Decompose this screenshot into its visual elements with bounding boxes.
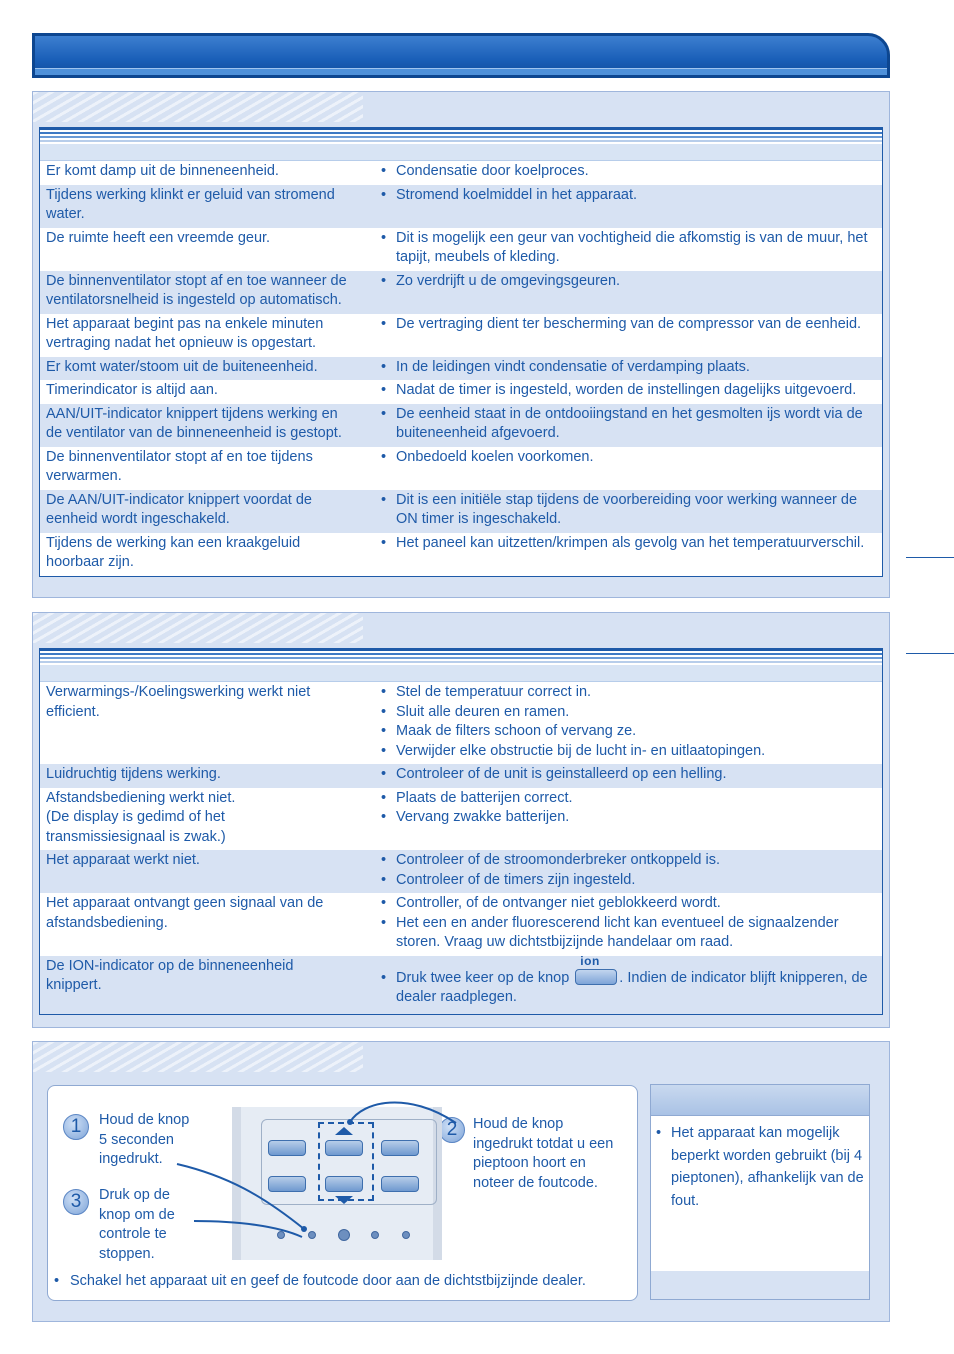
cause-cell	[376, 229, 882, 268]
symptom-cell: Het apparaat werkt niet.	[46, 852, 200, 868]
cause-item	[381, 789, 874, 809]
cause-text: De eenheid staat in de ontdooiingstand en het gesmolten ijs wordt via de buiteneenheid afgevoerd.	[396, 405, 863, 441]
ion-instruction-start: Druk twee keer op de knop	[396, 969, 570, 986]
cause-item	[381, 683, 874, 703]
cause-cell	[376, 683, 882, 761]
step-3-text: Druk op de knop om de controle te stoppen.	[99, 1187, 175, 1262]
panel-header-stripes	[33, 613, 363, 643]
panel-error-code	[32, 1041, 890, 1322]
cause-item	[381, 448, 874, 468]
bullet: •	[381, 809, 387, 825]
bullet: •	[381, 448, 387, 465]
cause-item	[381, 229, 874, 268]
bullet: •	[381, 163, 387, 179]
cause-text: Controller, of de ontvanger niet geblokkeerd wordt.	[396, 895, 721, 911]
symptom-cell: De binnenventilator stopt af en toe wanneer de ventilatorsnelheid is ingesteld op automatisch.	[46, 272, 347, 308]
note-box	[650, 1084, 870, 1300]
symptom-cell: Er komt damp uit de binneneenheid.	[46, 163, 279, 179]
ion-instruction-end: . Indien de indicator blijft knipperen, de dealer raadplegen.	[396, 969, 868, 1005]
bullet: •	[381, 491, 387, 508]
remote-button	[268, 1176, 306, 1192]
panel-header-stripes	[33, 1042, 363, 1072]
table-row	[40, 161, 882, 185]
cause-text: Het een en ander fluorescerend licht kan eventueel de signaalzender storen. Vraag uw dichtstbijzijnde handelaar om raad.	[396, 914, 839, 950]
cause-item	[381, 315, 874, 335]
symptom-cell: Er komt water/stoom uit de buiteneenheid.	[46, 358, 318, 375]
cause-cell	[376, 953, 882, 1008]
bullet: •	[381, 895, 387, 911]
table-row	[40, 404, 882, 447]
cause-text	[396, 953, 874, 1008]
bullet: •	[381, 272, 387, 289]
cause-text: Verwijder elke obstructie bij de lucht in- en uitlaatopingen.	[396, 742, 766, 759]
cause-cell	[376, 315, 882, 354]
table-row	[40, 185, 882, 228]
bullet: •	[381, 534, 387, 551]
bullet: •	[54, 1273, 60, 1289]
cause-text: Stromend koelmiddel in het apparaat.	[396, 186, 638, 203]
remote-control-illustration	[232, 1107, 442, 1260]
cause-text: Sluit alle deuren en ramen.	[396, 703, 570, 720]
table-row	[40, 533, 882, 576]
bullet: •	[381, 723, 387, 739]
arrow-up-icon	[335, 1127, 353, 1135]
bullet: •	[656, 1125, 662, 1141]
symptom-cell: Het apparaat ontvangt geen signaal van de afstandsbediening.	[46, 895, 324, 931]
symptom-cell: De binnenventilator stopt af en toe tijdens verwarmen.	[46, 448, 313, 484]
cause-item	[381, 894, 874, 914]
cause-text: Het paneel kan uitzetten/krimpen als gevolg van het temperatuurverschil.	[396, 534, 865, 551]
table-row	[40, 682, 882, 764]
cause-item	[381, 722, 874, 742]
bullet: •	[381, 229, 387, 246]
bullet: •	[381, 871, 387, 888]
bullet: •	[381, 914, 387, 931]
page-title-bar	[32, 33, 890, 78]
side-divider-bottom	[906, 653, 954, 654]
symptoms-table	[39, 127, 883, 577]
cause-text: Dit is mogelijk een geur van vochtigheid die afkomstig is van de muur, het tapijt, meubels of kleding.	[396, 229, 868, 265]
footer-instruction	[54, 1272, 634, 1292]
side-divider-top	[906, 557, 954, 558]
cause-item	[381, 742, 874, 762]
ion-button-icon	[575, 953, 617, 985]
cause-cell	[376, 851, 882, 890]
step-3-marker: 3	[63, 1189, 89, 1215]
table-row	[40, 380, 882, 404]
cause-cell	[376, 162, 882, 182]
symptom-cell: De ION-indicator op de binneneenheid knippert.	[46, 957, 294, 993]
cause-cell	[376, 358, 882, 378]
symptom-cell: Tijdens de werking kan een kraakgeluid hoorbaar zijn.	[46, 534, 301, 570]
bullet: •	[381, 703, 387, 720]
note-content	[656, 1122, 866, 1212]
table-row	[40, 314, 882, 357]
cause-text: De vertraging dient ter bescherming van de compressor van de eenheid.	[396, 315, 862, 332]
cause-item	[381, 358, 874, 378]
panel-normal-symptoms	[32, 91, 890, 598]
cause-item	[381, 851, 874, 871]
table-header	[40, 128, 882, 161]
step-1-marker: 1	[63, 1114, 89, 1140]
cause-cell	[376, 448, 882, 487]
remote-button	[381, 1176, 419, 1192]
bullet: •	[381, 382, 387, 398]
arrow-down-icon	[335, 1196, 353, 1204]
bullet: •	[381, 852, 387, 868]
cause-text: Controleer of de timers zijn ingesteld.	[396, 871, 636, 888]
symptom-cell: AAN/UIT-indicator knippert tijdens werking en de ventilator van de binneneenheid is gestopt.	[46, 405, 342, 441]
cause-text: Onbedoeld koelen voorkomen.	[396, 448, 594, 465]
cause-text: In de leidingen vindt condensatie of verdamping plaats.	[396, 358, 750, 375]
remote-small-button	[371, 1231, 379, 1239]
remote-button	[268, 1140, 306, 1156]
ion-button-label: ion	[580, 953, 600, 968]
cause-cell	[376, 491, 882, 530]
cause-item	[381, 703, 874, 723]
bullet: •	[381, 405, 387, 422]
bullet: •	[381, 969, 387, 986]
table-row	[40, 953, 882, 1014]
symptom-cell: Verwarmings-/Koelingswerking werkt niet efficient.	[46, 684, 311, 720]
note-header	[651, 1085, 869, 1116]
cause-text: Controleer of de unit is geinstalleerd op een helling.	[396, 766, 727, 782]
bullet: •	[381, 789, 387, 806]
cause-text: Dit is een initiële stap tijdens de voorbereiding voor werking wanneer de ON timer is ingeschakeld.	[396, 491, 858, 527]
cause-cell	[376, 186, 882, 225]
table-row	[40, 271, 882, 314]
table-header	[40, 649, 882, 682]
cause-item	[381, 381, 874, 401]
cause-cell	[376, 381, 882, 401]
bullet: •	[381, 766, 387, 782]
cause-text: Stel de temperatuur correct in.	[396, 684, 592, 700]
symptom-cell: De ruimte heeft een vreemde geur.	[46, 229, 271, 246]
cause-cell	[376, 272, 882, 311]
cause-item	[381, 953, 874, 1008]
cause-cell	[376, 405, 882, 444]
cause-item	[381, 491, 874, 530]
table-row	[40, 893, 882, 956]
panel-header-stripes	[33, 92, 363, 122]
troubleshooting-table	[39, 648, 883, 1015]
symptom-cell: De AAN/UIT-indicator knippert voordat de eenheid wordt ingeschakeld.	[46, 491, 312, 527]
bullet: •	[381, 315, 387, 332]
cause-item	[381, 765, 874, 785]
cause-text: Vervang zwakke batterijen.	[396, 809, 570, 825]
symptom-cell: Tijdens werking klinkt er geluid van stromend water.	[46, 186, 335, 222]
table-row	[40, 447, 882, 490]
step-1-text: Houd de knop 5 seconden ingedrukt.	[99, 1112, 190, 1167]
remote-button	[381, 1140, 419, 1156]
bullet: •	[381, 186, 387, 203]
cause-item	[381, 808, 874, 828]
bullet: •	[381, 684, 387, 700]
remote-small-button	[402, 1231, 410, 1239]
bullet: •	[381, 358, 387, 375]
cause-item	[381, 272, 874, 292]
panel-troubleshooting	[32, 612, 890, 1028]
cause-cell	[376, 765, 882, 785]
symptom-cell: Timerindicator is altijd aan.	[46, 382, 218, 398]
table-row	[40, 490, 882, 533]
note-footer	[651, 1271, 869, 1299]
table-row	[40, 228, 882, 271]
table-row	[40, 850, 882, 893]
error-code-instructions	[47, 1085, 638, 1301]
table-row	[40, 357, 882, 381]
cause-text: Condensatie door koelproces.	[396, 163, 589, 179]
step-2-marker: 2	[439, 1117, 465, 1143]
remote-small-button	[338, 1229, 350, 1241]
cause-item	[381, 534, 874, 554]
cause-text: Maak de filters schoon of vervang ze.	[396, 723, 637, 739]
cause-item	[381, 186, 874, 206]
cause-item	[381, 405, 874, 444]
cause-item	[381, 871, 874, 891]
remote-small-button	[277, 1231, 285, 1239]
step-2-text: Houd de knop ingedrukt totdat u een pieptoon hoort en noteer de foutcode.	[473, 1116, 614, 1191]
cause-text: Nadat de timer is ingesteld, worden de instellingen dagelijks uitgevoerd.	[396, 382, 857, 398]
note-text: Het apparaat kan mogelijk beperkt worden gebruikt (bij 4 pieptonen), afhankelijk van de fout.	[671, 1125, 864, 1209]
bullet: •	[381, 742, 387, 759]
symptom-cell: Afstandsbediening werkt niet. (De display is gedimd of het transmissiesignaal is zwak.)	[46, 789, 236, 845]
footer-text: Schakel het apparaat uit en geef de foutcode door aan de dichtstbijzijnde dealer.	[70, 1273, 586, 1289]
table-row	[40, 764, 882, 788]
check-button-icon	[308, 1231, 316, 1239]
symptom-cell: Luidruchtig tijdens werking.	[46, 766, 221, 782]
cause-cell	[376, 534, 882, 573]
symptom-cell: Het apparaat begint pas na enkele minuten vertraging nadat het opnieuw is opgestart.	[46, 315, 324, 351]
cause-item	[381, 914, 874, 953]
cause-text: Plaats de batterijen correct.	[396, 789, 573, 806]
cause-text: Controleer of de stroomonderbreker ontkoppeld is.	[396, 852, 721, 868]
table-row	[40, 788, 882, 851]
cause-item	[381, 162, 874, 182]
cause-cell	[376, 789, 882, 848]
cause-text: Zo verdrijft u de omgevingsgeuren.	[396, 272, 621, 289]
cause-cell	[376, 894, 882, 953]
